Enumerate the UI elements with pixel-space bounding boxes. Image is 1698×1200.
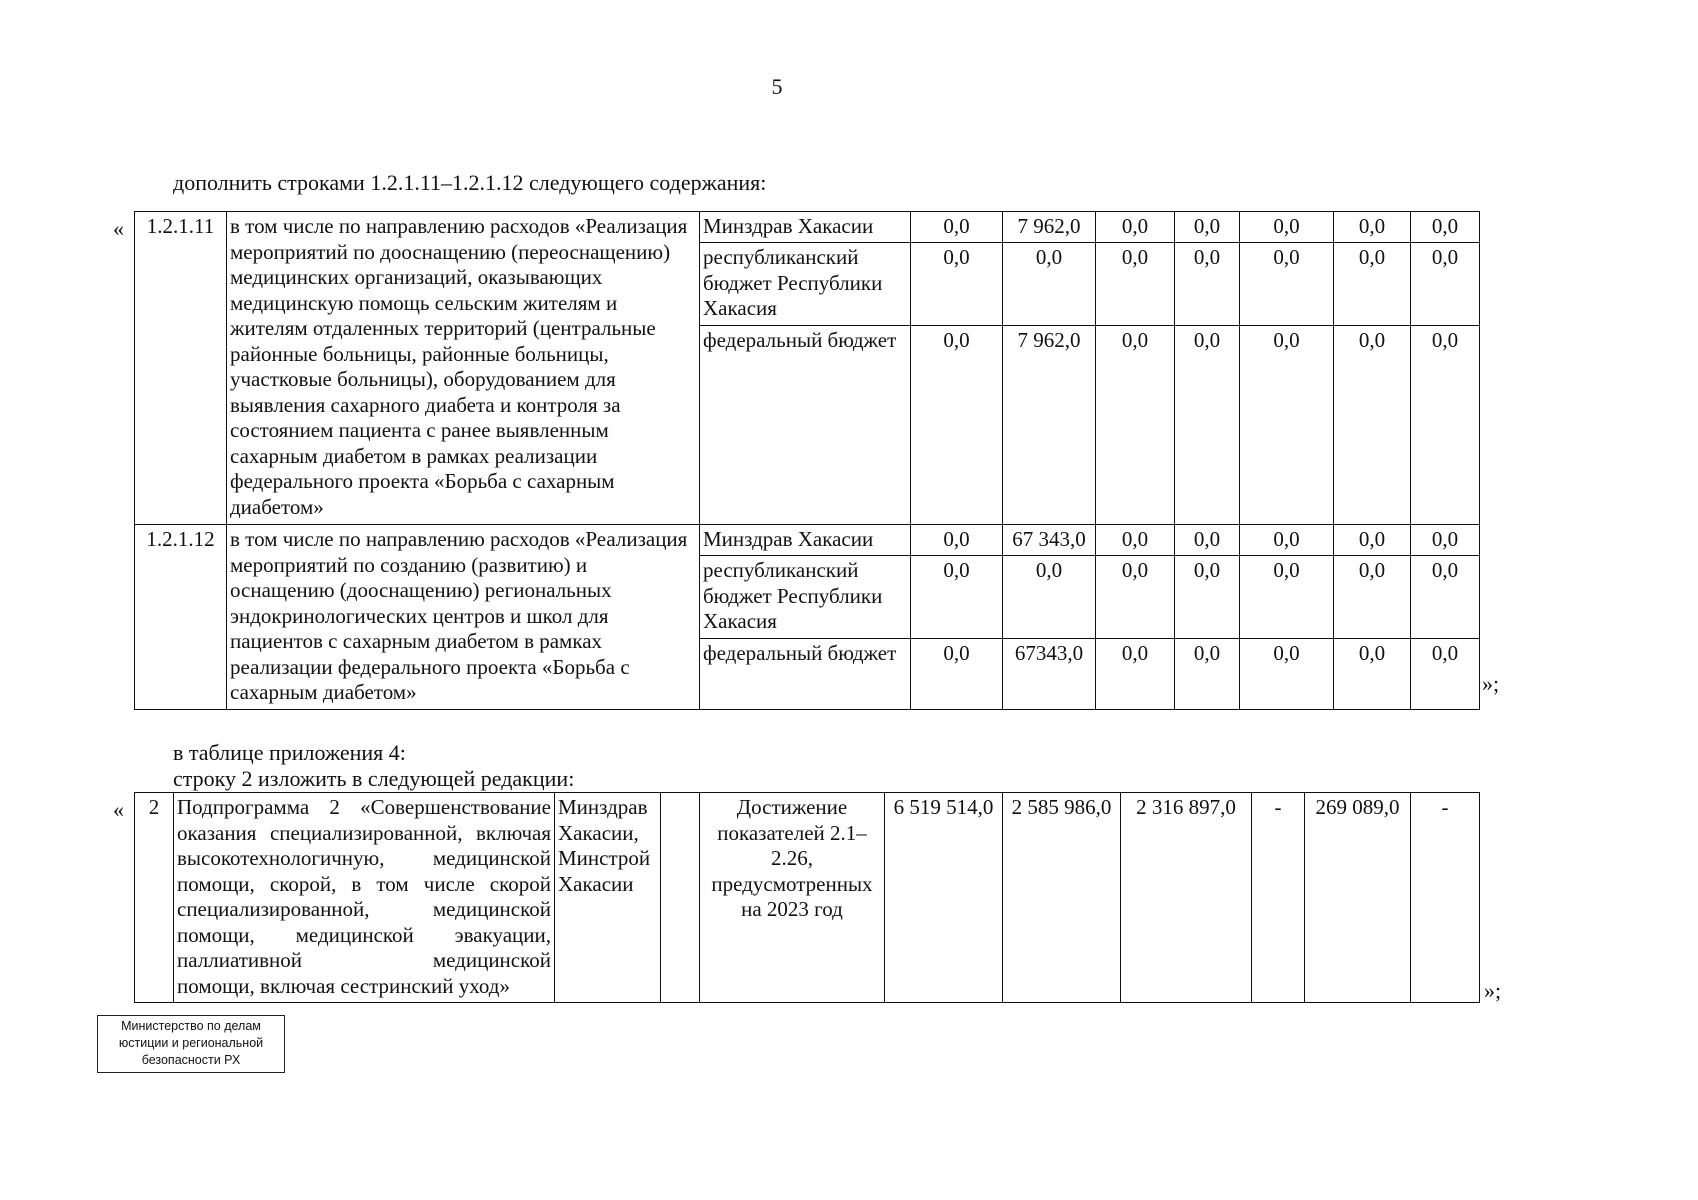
- amount-cell: 0,0: [1334, 639, 1411, 710]
- amount-cell: 0,0: [911, 326, 1003, 525]
- intro-text: дополнить строками 1.2.1.11–1.2.1.12 следующего содержания:: [173, 170, 767, 195]
- amount-cell: -: [1411, 793, 1480, 1003]
- amount-cell: 0,0: [1175, 212, 1240, 243]
- amount-cell: 0,0: [1240, 639, 1334, 710]
- amount-cell: 0,0: [1175, 525, 1240, 556]
- funding-source: Минздрав Хакасии: [700, 212, 911, 243]
- title-line: медицинской помощи, медицинской: [177, 897, 551, 947]
- close-quote-1: »;: [1482, 671, 1500, 696]
- amount-cell: 269 089,0: [1305, 793, 1411, 1003]
- amount-cell: 0,0: [1096, 212, 1175, 243]
- amount-cell: 6 519 514,0: [885, 793, 1003, 1003]
- amount-cell: 0,0: [1240, 326, 1334, 525]
- stamp-line: юстиции и региональной: [118, 1036, 264, 1050]
- amount-cell: 0,0: [1334, 556, 1411, 639]
- table-row: [135, 793, 1480, 1003]
- amount-cell: 0,0: [1334, 212, 1411, 243]
- title-line: оказания специализированной,: [177, 820, 463, 845]
- title-line: эвакуации, паллиативной медицинской: [177, 922, 551, 972]
- amount-cell: 0,0: [911, 243, 1003, 326]
- amount-cell: 0,0: [1096, 639, 1175, 710]
- amount-cell: 0,0: [1175, 326, 1240, 525]
- amount-cell: 0,0: [911, 639, 1003, 710]
- amount-cell: 2 316 897,0: [1121, 793, 1252, 1003]
- title-line: числе скорой специализированной,: [177, 871, 552, 921]
- appendix-text-2: строку 2 изложить в следующей редакции:: [173, 766, 575, 791]
- amount-cell: 0,0: [1096, 525, 1175, 556]
- stamp-line: Министерство по делам: [121, 1019, 261, 1033]
- amount-cell: 0,0: [1096, 326, 1175, 525]
- amount-cell: 67343,0: [1003, 639, 1096, 710]
- funding-source: республиканский бюджет Республики Хакасия: [700, 243, 911, 326]
- amount-cell: 0,0: [911, 556, 1003, 639]
- amount-cell: -: [1252, 793, 1305, 1003]
- amount-cell: 0,0: [1096, 556, 1175, 639]
- stamp-line: безопасности РХ: [141, 1053, 241, 1067]
- title-line: помощи, включая сестринский уход»: [177, 973, 510, 998]
- amount-cell: 0,0: [1411, 243, 1480, 326]
- amount-cell: 0,0: [1411, 525, 1480, 556]
- amount-cell: 67 343,0: [1003, 525, 1096, 556]
- amount-cell: 0,0: [1411, 326, 1480, 525]
- empty-cell: [661, 793, 700, 1003]
- amount-cell: 0,0: [1334, 525, 1411, 556]
- amount-cell: 0,0: [911, 525, 1003, 556]
- row-number: 2: [135, 793, 174, 1003]
- subprogram-table: [134, 792, 1480, 1003]
- executor-cell: Минздрав Хакасии, Минстрой Хакасии: [555, 793, 661, 1003]
- amount-cell: 0,0: [1240, 212, 1334, 243]
- amount-cell: 0,0: [1240, 556, 1334, 639]
- close-quote-2: »;: [1484, 978, 1502, 1003]
- amount-cell: 0,0: [1003, 243, 1096, 326]
- amount-cell: 0,0: [1003, 556, 1096, 639]
- amount-cell: 0,0: [1411, 639, 1480, 710]
- amount-cell: 7 962,0: [1003, 326, 1096, 525]
- funding-source: республиканский бюджет Республики Хакасия: [700, 556, 911, 639]
- amount-cell: 0,0: [1096, 243, 1175, 326]
- amount-cell: 2 585 986,0: [1003, 793, 1121, 1003]
- amount-cell: 0,0: [911, 212, 1003, 243]
- row-description: в том числе по направлению расходов «Реализация мероприятий по созданию (развитию) и оснащению (дооснащению) региональных эндокринологических центров и школ для пациентов с сахарным диабетом в рамках реализации федерального проекта «Борьба с сахарным диабетом»: [227, 525, 700, 710]
- amount-cell: 0,0: [1175, 556, 1240, 639]
- result-cell: Достижение показателей 2.1–2.26, предусмотренных на 2023 год: [700, 793, 885, 1003]
- table-row: [135, 525, 1480, 556]
- funding-table: [134, 211, 1480, 710]
- page-number: 5: [771, 74, 783, 99]
- funding-source: Минздрав Хакасии: [700, 525, 911, 556]
- title-line: Подпрограмма 2 «Совершенствование: [177, 795, 551, 819]
- row-description: в том числе по направлению расходов «Реализация мероприятий по дооснащению (переоснащению) медицинских организаций, оказывающих медицинскую помощь сельским жителям и жителям отдаленных территорий (центральные районные больницы, районные больницы, участковые больницы), оборудованием для выявления сахарного диабета и контроля за состоянием пациента с ранее выявленным сахарным диабетом в рамках реализации федерального проекта «Борьба с сахарным диабетом»: [227, 212, 700, 525]
- amount-cell: 0,0: [1411, 212, 1480, 243]
- title-line: включая высокотехнологичную,: [177, 820, 551, 870]
- open-quote-2: «: [113, 797, 124, 822]
- amount-cell: 7 962,0: [1003, 212, 1096, 243]
- amount-cell: 0,0: [1411, 556, 1480, 639]
- amount-cell: 0,0: [1175, 243, 1240, 326]
- amount-cell: 0,0: [1175, 639, 1240, 710]
- table-row: [135, 212, 1480, 243]
- title-line: медицинской помощи, скорой, в том: [177, 846, 551, 896]
- funding-source: федеральный бюджет: [700, 326, 911, 525]
- amount-cell: 0,0: [1334, 326, 1411, 525]
- registration-stamp: [97, 1015, 285, 1073]
- subprogram-title: [174, 793, 555, 1003]
- row-code: 1.2.1.12: [135, 525, 227, 710]
- amount-cell: 0,0: [1240, 525, 1334, 556]
- amount-cell: 0,0: [1240, 243, 1334, 326]
- row-code: 1.2.1.11: [135, 212, 227, 525]
- funding-source: федеральный бюджет: [700, 639, 911, 710]
- amount-cell: 0,0: [1334, 243, 1411, 326]
- open-quote-1: «: [113, 216, 124, 241]
- appendix-text-1: в таблице приложения 4:: [173, 740, 406, 765]
